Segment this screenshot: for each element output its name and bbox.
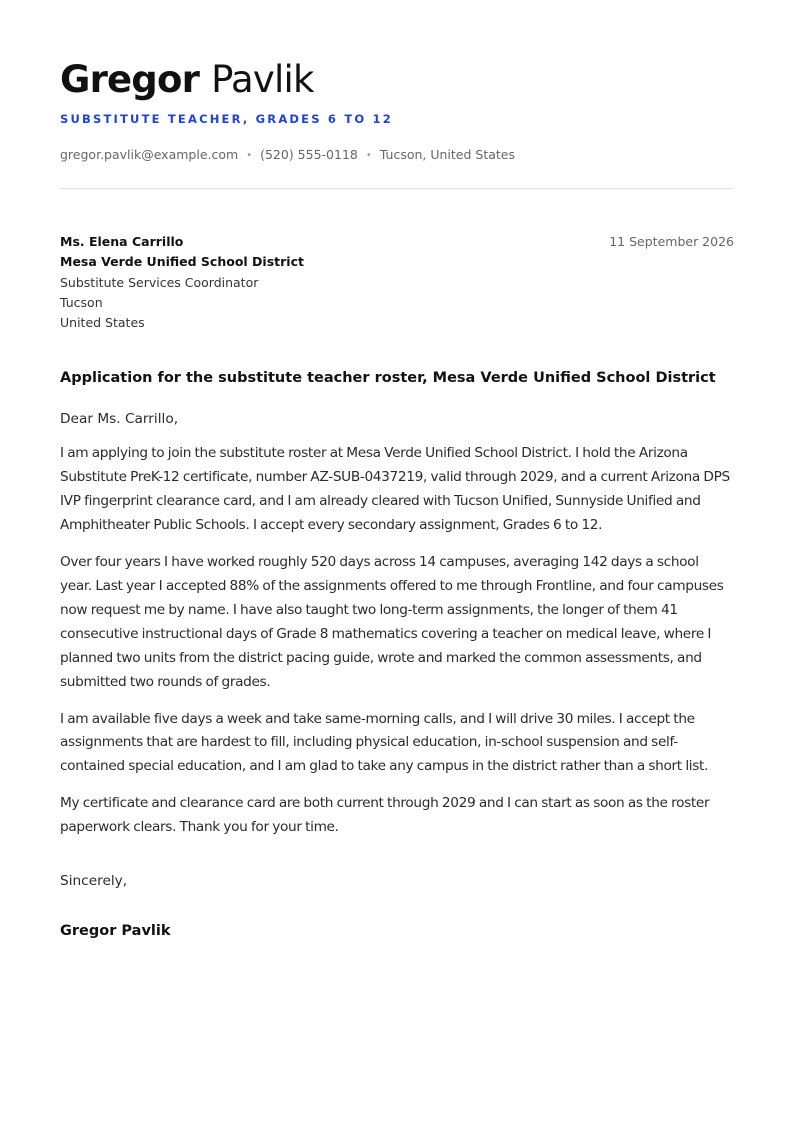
contact-phone: (520) 555-0118 <box>260 147 358 162</box>
salutation: Dear Ms. Carrillo, <box>60 411 179 428</box>
contact-email: gregor.pavlik@example.com <box>60 147 239 162</box>
body-paragraph: My certificate and clearance card are both current through 2029 and I can start as soon as the roster paperwork clears. Thank you for your time. <box>60 795 710 836</box>
recipient-city: Tucson <box>60 294 103 310</box>
recipient-role: Substitute Services Coordinator <box>60 274 259 290</box>
body-paragraph: I am applying to join the substitute roster at Mesa Verde Unified School District. I hold the Arizona Substitute PreK-12 certificate, number AZ-SUB-0437219, valid through 2029, and a current Arizona DPS IVP fingerprint clearance card, and I am already cleared with Tucson Unified, Sunnyside Unified and Amphitheater Public Schools. I accept every secondary assignment, Grades 6 to 12. <box>60 445 730 534</box>
signature-name: Gregor Pavlik <box>60 923 171 940</box>
body-paragraph: Over four years I have worked roughly 520 days across 14 campuses, averaging 142 days a school year. Last year I accepted 88% of the assignments offered to me through Frontline, and four campuses now request me by name. I have also taught two long-term assignments, the longer of them 41 consecutive instructional days of Grade 8 mathematics covering a teacher on medical leave, where I planned two units from the district pacing guide, wrote and marked the common assessments, and submitted two rounds of grades. <box>60 554 724 690</box>
header-divider <box>60 188 734 189</box>
recipient-country: United States <box>60 315 145 331</box>
body-paragraph: I am available five days a week and take same-morning calls, and I will drive 30 miles. I accept the assignments that are hardest to fill, including physical education, in-school suspension and self-contained special education, and I am glad to take any campus in the district rather than a short list. <box>60 710 709 775</box>
recipient-name: Ms. Elena Carrillo <box>60 234 184 249</box>
recipient-organization: Mesa Verde Unified School District <box>60 254 304 270</box>
applicant-name <box>60 58 734 102</box>
contact-separator: • <box>246 150 253 161</box>
letter-subject: Application for the substitute teacher roster, Mesa Verde Unified School District <box>60 370 716 387</box>
recipient-address-block <box>60 232 734 333</box>
contact-separator: • <box>365 150 372 161</box>
contact-line <box>60 147 734 165</box>
job-title: SUBSTITUTE TEACHER, GRADES 6 TO 12 <box>60 112 393 126</box>
letter-date: 11 September 2026 <box>609 234 734 249</box>
contact-location: Tucson, United States <box>379 147 515 162</box>
applicant-first-name: Gregor <box>60 58 200 101</box>
closing: Sincerely, <box>60 873 128 890</box>
applicant-last-name: Pavlik <box>211 58 314 101</box>
